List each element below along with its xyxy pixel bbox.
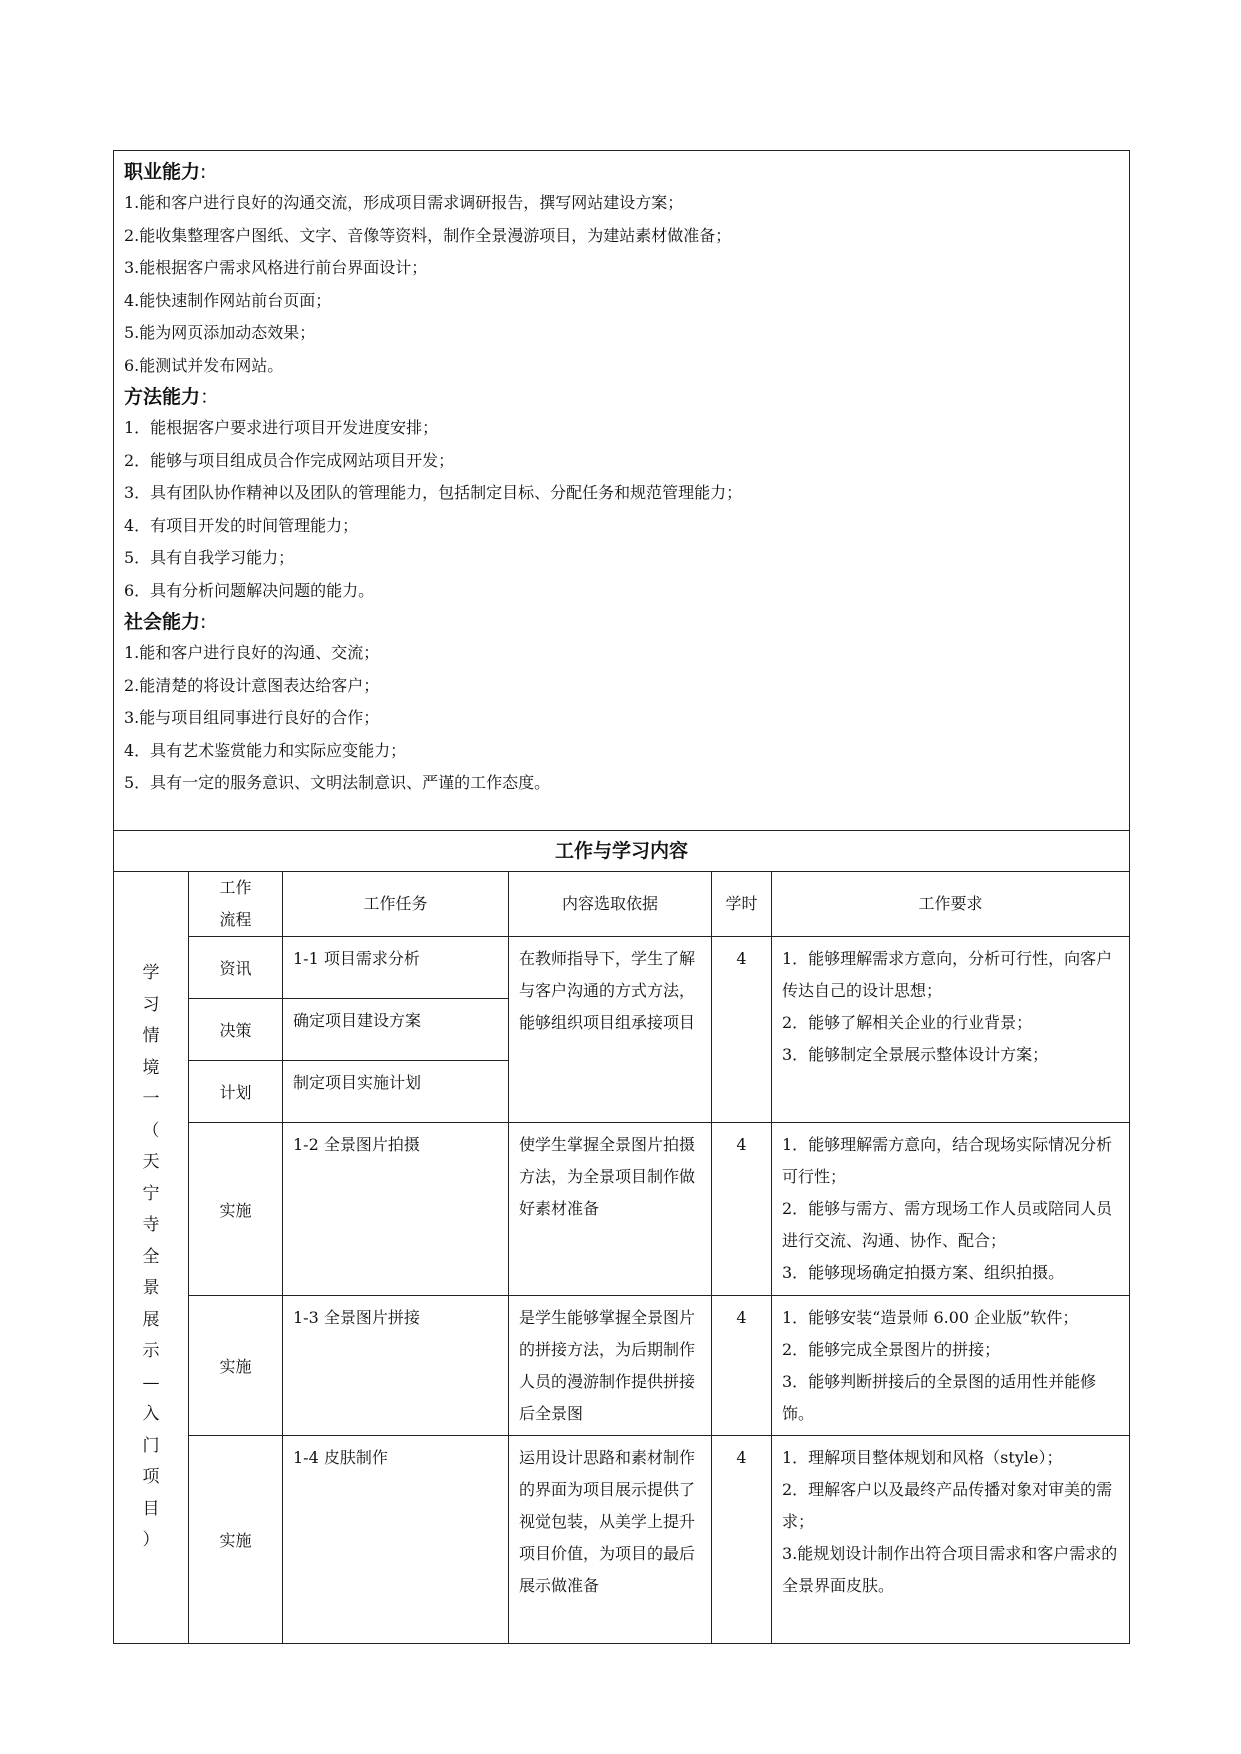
requirements-cell <box>772 1123 1130 1296</box>
social-item: 4．具有艺术鉴赏能力和实际应变能力； <box>124 740 407 760</box>
requirement-item: 2．能够了解相关企业的行业背景； <box>782 1013 1033 1032</box>
flow-cell: 决策 <box>189 999 283 1061</box>
basis-cell: 是学生能够掌握全景图片的拼接方法，为后期制作人员的漫游制作提供拼接后全景图 <box>509 1296 712 1436</box>
requirements-cell <box>772 1436 1130 1644</box>
requirement-item: 3．能够制定全景展示整体设计方案； <box>782 1045 1049 1064</box>
task-cell: 确定项目建设方案 <box>283 999 509 1061</box>
flow-cell: 资讯 <box>189 937 283 999</box>
social-item: 5．具有一定的服务意识、文明法制意识、严谨的工作态度。 <box>124 773 551 792</box>
professional-ability-heading: 职业能力: <box>124 161 207 183</box>
requirement-item: 3．能够判断拼接后的全景图的适用性并能修饰。 <box>782 1372 1097 1423</box>
course-table <box>113 150 1130 1644</box>
professional-item: 3.能根据客户需求风格进行前台界面设计； <box>124 258 428 277</box>
task-cell: 制定项目实施计划 <box>283 1061 509 1123</box>
header-task: 工作任务 <box>283 872 509 937</box>
professional-item: 2.能收集整理客户图纸、文字、音像等资料，制作全景漫游项目，为建站素材做准备； <box>124 225 732 245</box>
requirement-item: 2．能够与需方、需方现场工作人员或陪同人员进行交流、沟通、协作、配合； <box>782 1199 1113 1250</box>
requirement-item: 3.能规划设计制作出符合项目需求和客户需求的全景界面皮肤。 <box>782 1544 1118 1595</box>
header-flow: 工作 流程 <box>189 872 283 937</box>
work-learning-section-title: 工作与学习内容 <box>114 831 1130 872</box>
header-hours: 学时 <box>712 872 772 937</box>
header-basis: 内容选取依据 <box>509 872 712 937</box>
requirement-item: 2．能够完成全景图片的拼接； <box>782 1340 1001 1359</box>
social-item: 3.能与项目组同事进行良好的合作； <box>124 708 380 727</box>
social-item: 2.能清楚的将设计意图表达给客户； <box>124 675 380 695</box>
requirement-item: 1．能够安装“造景师 6.00 企业版”软件； <box>782 1308 1079 1327</box>
method-item: 2．能够与项目组成员合作完成网站项目开发； <box>124 450 455 470</box>
flow-cell: 实施 <box>189 1123 283 1296</box>
basis-cell: 使学生掌握全景图片拍摄方法，为全景项目制作做好素材准备 <box>509 1123 712 1296</box>
task-cell: 1-4 皮肤制作 <box>283 1436 509 1644</box>
method-item: 1．能根据客户要求进行项目开发进度安排； <box>124 418 439 437</box>
requirement-item: 1．能够理解需求方意向，分析可行性，向客户传达自己的设计思想； <box>782 949 1113 1000</box>
social-ability-heading: 社会能力: <box>124 611 207 633</box>
requirement-item: 1．理解项目整体规划和风格（style）； <box>782 1448 1063 1467</box>
method-item: 3．具有团队协作精神以及团队的管理能力，包括制定目标、分配任务和规范管理能力； <box>124 483 743 502</box>
task-cell: 1-3 全景图片拼接 <box>283 1296 509 1436</box>
requirements-cell <box>772 1296 1130 1436</box>
requirement-item: 3．能够现场确定拍摄方案、组织拍摄。 <box>782 1263 1065 1282</box>
document-page <box>113 150 1129 1644</box>
professional-item: 5.能为网页添加动态效果； <box>124 323 316 342</box>
task-cell: 1-1 项目需求分析 <box>283 937 509 999</box>
abilities-cell <box>114 151 1130 831</box>
requirement-item: 2．理解客户以及最终产品传播对象对审美的需求； <box>782 1480 1113 1531</box>
header-requirements: 工作要求 <box>772 872 1130 937</box>
hours-cell: 4 <box>712 1296 772 1436</box>
professional-item: 4.能快速制作网站前台页面； <box>124 290 332 310</box>
social-item: 1.能和客户进行良好的沟通、交流； <box>124 643 380 662</box>
hours-cell: 4 <box>712 1436 772 1644</box>
professional-item: 1.能和客户进行良好的沟通交流，形成项目需求调研报告，撰写网站建设方案； <box>124 193 684 212</box>
flow-cell: 实施 <box>189 1436 283 1644</box>
method-item: 6．具有分析问题解决问题的能力。 <box>124 580 375 600</box>
task-cell: 1-2 全景图片拍摄 <box>283 1123 509 1296</box>
professional-item: 6.能测试并发布网站。 <box>124 355 284 375</box>
method-item: 4．有项目开发的时间管理能力； <box>124 515 359 535</box>
learning-situation-label: 学 习 情 境 一 （ 天 宁 寺 全 景 展 示 — 入 门 项 目 ） <box>114 872 189 1644</box>
basis-cell: 在教师指导下，学生了解与客户沟通的方式方法，能够组织项目组承接项目 <box>509 937 712 1123</box>
hours-cell: 4 <box>712 937 772 1123</box>
flow-cell: 计划 <box>189 1061 283 1123</box>
method-item: 5．具有自我学习能力； <box>124 548 295 567</box>
basis-cell: 运用设计思路和素材制作的界面为项目展示提供了视觉包装，从美学上提升项目价值，为项目的最后展示做准备 <box>509 1436 712 1644</box>
requirement-item: 1．能够理解需方意向，结合现场实际情况分析可行性； <box>782 1135 1113 1186</box>
flow-cell: 实施 <box>189 1296 283 1436</box>
requirements-cell <box>772 937 1130 1123</box>
hours-cell: 4 <box>712 1123 772 1296</box>
method-ability-heading: 方法能力： <box>124 386 220 408</box>
